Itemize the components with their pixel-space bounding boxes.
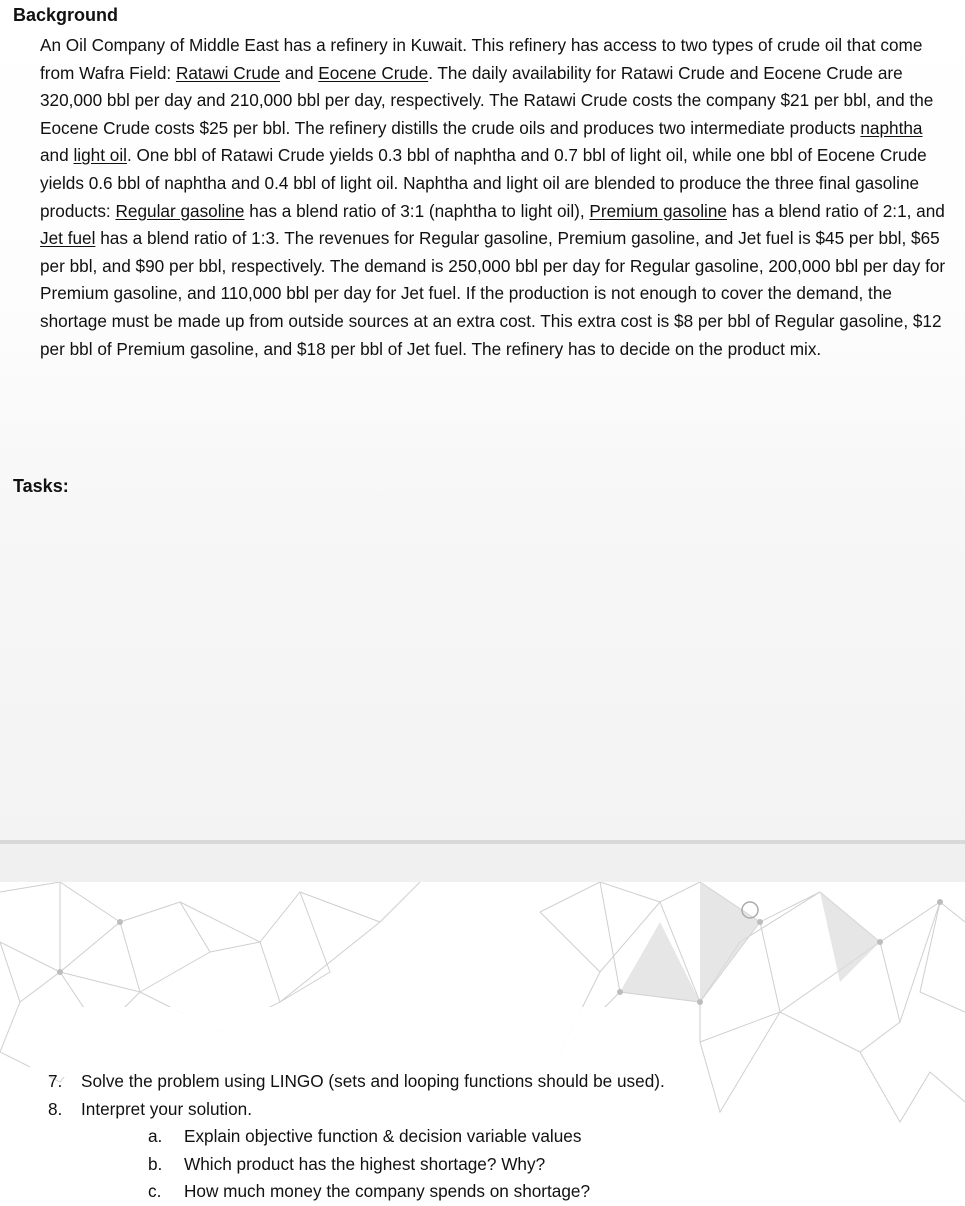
regular-gasoline-term: Regular gasoline [115, 200, 245, 221]
text-segment: . The daily availability for Ratawi Crude and Eocene Crude are 320,000 bbl per day and 210,000 bbl per day, respectively. The Ratawi Crude costs the company $21 per bbl, and the Eocene Crude costs $25 per bbl. The refinery distills the crude oils and produces two intermediate products [40, 62, 934, 138]
task-item-8 [48, 1096, 928, 1124]
subtask-item-a [48, 1123, 928, 1151]
text-segment: and [280, 62, 319, 83]
subtask-text: How much money the company spends on shortage? [184, 1181, 591, 1202]
eocene-crude-term: Eocene Crude [318, 62, 429, 83]
naphtha-term: naphtha [860, 117, 923, 138]
text-segment: has a blend ratio of 3:1 (naphtha to light oil), [244, 200, 590, 221]
premium-gasoline-term: Premium gasoline [589, 200, 727, 221]
jet-fuel-term: Jet fuel [40, 228, 96, 249]
task-text: Solve the problem using LINGO (sets and looping functions should be used). [81, 1071, 665, 1091]
background-heading: Background [13, 5, 119, 25]
subtask-letter: b. [148, 1153, 163, 1174]
gray-band [0, 844, 965, 882]
task-item-7 [48, 1068, 928, 1096]
text-segment: has a blend ratio of 1:3. The revenues for Regular gasoline, Premium gasoline, and Jet fuel is $45 per bbl, $65 per bbl, and $90 per bbl, respectively. The demand is 250,000 bbl per day for Regular gasoline, 200,000 bbl per day for Premium gasoline, and 110,000 bbl per day for Jet fuel. If the production is not enough to cover the demand, the shortage must be made up from outside sources at an extra cost. This extra cost is $8 per bbl of Regular gasoline, $12 per bbl of Premium gasoline, and $18 per bbl of Jet fuel. The refinery has to decide on the product mix. [40, 228, 946, 359]
text-segment: An Oil Company of Middle East has a refinery in Kuwait. This refinery has access to two types of crude oil that come from Wafra Field: [40, 35, 923, 83]
ratawi-crude-term: Ratawi Crude [175, 62, 281, 83]
task-number: 8. [48, 1098, 63, 1119]
subtask-text: Explain objective function & decision variable values [184, 1126, 582, 1147]
subtask-text: Which product has the highest shortage? Why? [184, 1153, 546, 1174]
subtask-letter: a. [148, 1126, 163, 1147]
task-number: 7. [48, 1071, 63, 1091]
subtask-letter: c. [148, 1181, 162, 1202]
text-segment: and [40, 145, 74, 166]
subtask-item-b [48, 1151, 928, 1179]
tasks-heading: Tasks: [13, 476, 69, 496]
text-segment: has a blend ratio of 2:1, and [726, 200, 945, 221]
text-segment: . One bbl of Ratawi Crude yields 0.3 bbl of naphtha and 0.7 bbl of light oil, while one bbl of Eocene Crude yields 0.6 bbl of naphtha and 0.4 bbl of light oil. Naphtha and light oil are blended to produce the three final gasoline products: [40, 145, 927, 221]
tasks-list [48, 1068, 928, 1206]
task-text: Interpret your solution. [81, 1098, 253, 1119]
light-oil-term: light oil [73, 145, 127, 166]
background-paragraph [40, 32, 950, 363]
